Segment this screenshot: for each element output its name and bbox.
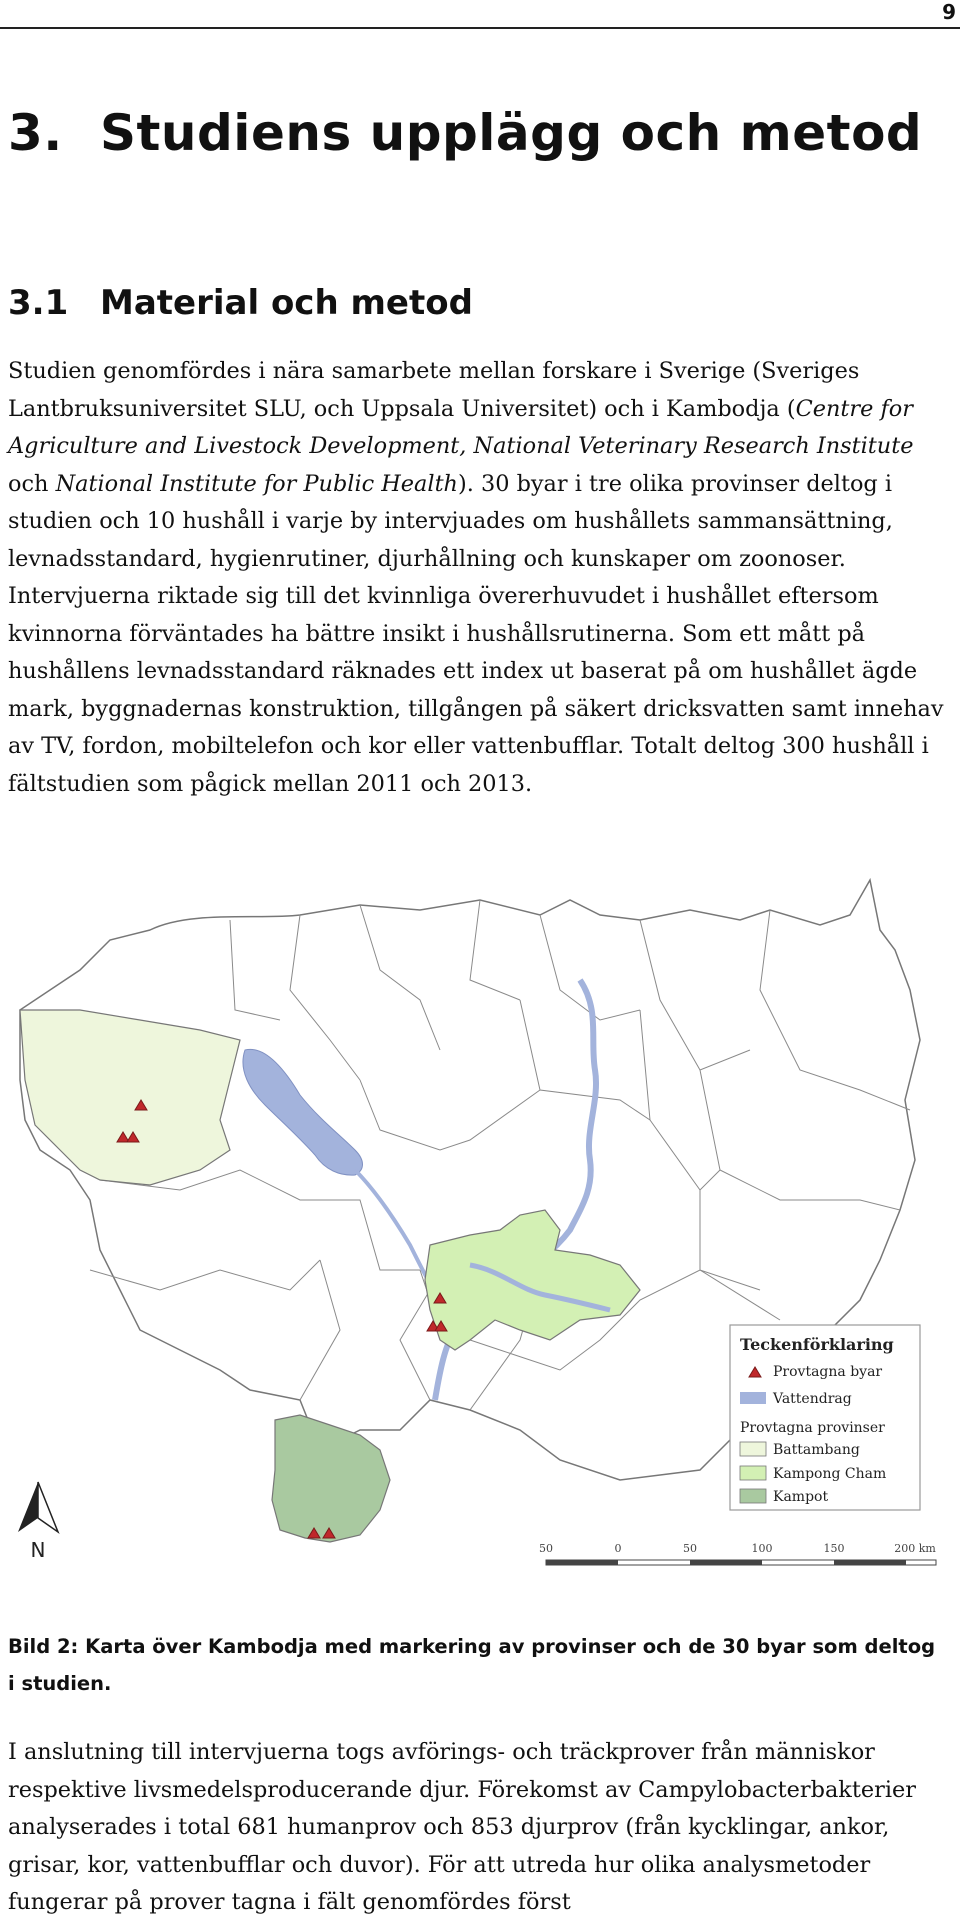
para1-institute-public-health: National Institute for Public Health [55,470,458,497]
scale-bar [539,1542,936,1565]
body-paragraph-1 [8,353,958,803]
header-rule [0,27,960,29]
section-number: 3.1 [8,283,69,323]
cambodia-map [0,870,960,1575]
map-legend [730,1325,920,1510]
chapter-title: Studiens upplägg och metod [100,104,923,162]
province-kampot [272,1415,390,1542]
legend-province-kampong-cham: Kampong Cham [773,1466,887,1482]
battambang-swatch-icon [740,1442,766,1456]
map-svg [0,870,960,1575]
legend-province-kampot: Kampot [773,1489,829,1505]
page-number: 9 [942,0,956,24]
para1-text-1: Studien genomfördes i nära samarbete mellan forskare i Sverige (Sveriges Lantbruksuniversitet SLU, och Uppsala Universitet) och i Kambodja ( [8,358,860,422]
legend-item-waterways: Vattendrag [773,1391,852,1407]
scale-tick-label: 200 km [894,1542,936,1555]
figure-caption: Bild 2: Karta över Kambodja med markering av provinser och de 30 byar som deltog i studien. [8,1635,936,1695]
legend-province-battambang: Battambang [773,1442,860,1458]
chapter-number: 3. [8,104,63,162]
scale-tick-label: 100 [751,1542,773,1555]
para1-text-3: ). 30 byar i tre olika provinser deltog i studien och 10 hushåll i varje by intervjuades om hushållets sammansättning, levnadsstandard, hygienrutiner, djurhållning och kunskaper om zoonoser. Intervjuerna riktade sig till det kvinnliga övererhuvudet i hushållet eftersom kvinnorna förväntades ha bättre insikt i hushållsrutinerna. Som ett mått på hushållens levnadsstandard räknades ett index ut baserat på om hushållet ägde mark, byggnadernas konstruktion, tillgången på säkert dricksvatten samt innehav av TV, fordon, mobiltelefon och kor eller vattenbufflar. Totalt deltog 300 hushåll i fältstudien som pågick mellan 2011 och 2013. [8,470,944,797]
section-title: Material och metod [100,283,473,323]
legend-title: Teckenförklaring [740,1335,894,1354]
kampot-swatch-icon [740,1489,766,1503]
body-paragraph-2: I anslutning till intervjuerna togs avförings- och träckprover från människor respektive livsmedelsproducerande djur. Förekomst av Campylobacterbakterier analyserades i total 681 humanprov och 853 djurprov (från kycklingar, ankor, grisar, kor, vattenbufflar och duvor). För att utreda hur olika analysmetoder fungerar på prover tagna i fält genomfördes först [8,1739,916,1915]
para1-institutions: Centre for Agriculture and Livestock Development, National Veterinary Research Institute [8,395,914,459]
scale-tick-label: 50 [539,1542,553,1555]
scale-tick-label: 150 [823,1542,845,1555]
scale-tick-label: 0 [614,1542,622,1555]
scale-tick-label: 50 [683,1542,697,1555]
north-label: N [30,1538,46,1563]
para1-text-2: och [8,470,56,497]
section-heading [8,283,473,323]
kampong-cham-swatch-icon [740,1466,766,1480]
legend-subtitle: Provtagna provinser [740,1420,885,1436]
north-arrow-icon [18,1482,58,1562]
legend-item-villages: Provtagna byar [773,1364,883,1380]
chapter-heading [8,104,922,162]
water-swatch-icon [740,1392,766,1404]
